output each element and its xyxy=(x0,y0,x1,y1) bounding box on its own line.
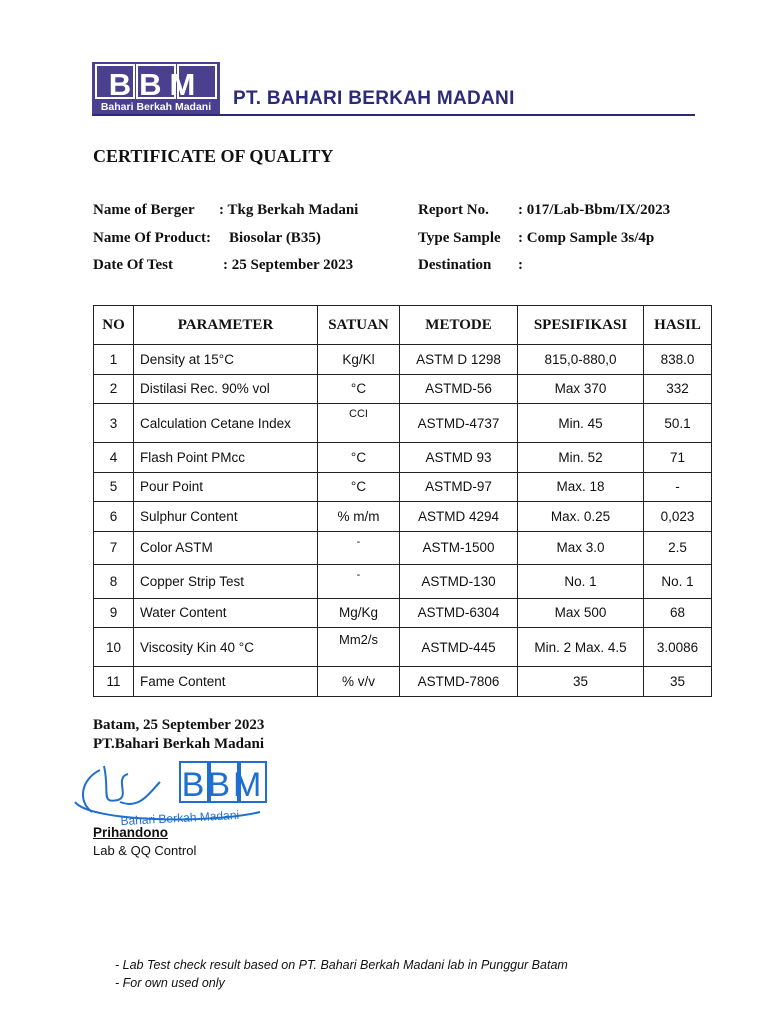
cell-spesifikasi: Max. 0.25 xyxy=(518,502,644,532)
cell-metode: ASTMD-130 xyxy=(400,565,518,599)
cell-satuan: Mm2/s xyxy=(318,628,400,667)
cell-no: 2 xyxy=(94,374,134,404)
report-label: Report No. xyxy=(418,202,489,218)
table-row xyxy=(94,565,712,599)
signer-role: Lab & QQ Control xyxy=(93,843,197,858)
place-date: Batam, 25 September 2023 xyxy=(93,717,265,733)
cell-parameter: Sulphur Content xyxy=(134,502,318,532)
cell-parameter: Density at 15°C xyxy=(134,345,318,375)
cell-hasil: 71 xyxy=(644,443,712,473)
cell-hasil: 332 xyxy=(644,374,712,404)
quality-table xyxy=(93,305,712,697)
destination-label: Destination xyxy=(418,257,492,273)
cell-metode: ASTMD-4737 xyxy=(400,404,518,443)
cell-spesifikasi: Min. 2 Max. 4.5 xyxy=(518,628,644,667)
cell-spesifikasi: No. 1 xyxy=(518,565,644,599)
document-title: CERTIFICATE OF QUALITY xyxy=(93,146,334,166)
cell-metode: ASTMD-56 xyxy=(400,374,518,404)
header-divider xyxy=(92,114,695,116)
cell-hasil: 68 xyxy=(644,598,712,628)
date-label: Date Of Test xyxy=(93,257,173,273)
cell-parameter: Pour Point xyxy=(134,472,318,502)
cell-parameter: Viscosity Kin 40 °C xyxy=(134,628,318,667)
cell-hasil: 50.1 xyxy=(644,404,712,443)
cell-hasil: 2.5 xyxy=(644,531,712,565)
cell-satuan: CCI xyxy=(318,404,400,443)
cell-parameter: Fame Content xyxy=(134,667,318,697)
type-sample-value: : Comp Sample 3s/4p xyxy=(518,230,655,246)
column-header-parameter: PARAMETER xyxy=(134,306,318,345)
cell-no: 5 xyxy=(94,472,134,502)
cell-parameter: Distilasi Rec. 90% vol xyxy=(134,374,318,404)
cell-spesifikasi: Min. 45 xyxy=(518,404,644,443)
cell-hasil: 0,023 xyxy=(644,502,712,532)
column-header-no: NO xyxy=(94,306,134,345)
cell-satuan: - xyxy=(318,565,400,599)
table-row xyxy=(94,374,712,404)
cell-spesifikasi: Max 500 xyxy=(518,598,644,628)
company-stamp xyxy=(70,752,270,832)
table-row xyxy=(94,598,712,628)
cell-spesifikasi: Max 370 xyxy=(518,374,644,404)
cell-parameter: Water Content xyxy=(134,598,318,628)
cell-metode: ASTMD-97 xyxy=(400,472,518,502)
cell-metode: ASTMD-6304 xyxy=(400,598,518,628)
cell-spesifikasi: Min. 52 xyxy=(518,443,644,473)
cell-satuan: % m/m xyxy=(318,502,400,532)
cell-spesifikasi: 815,0-880,0 xyxy=(518,345,644,375)
cell-hasil: 3.0086 xyxy=(644,628,712,667)
cell-metode: ASTMD 4294 xyxy=(400,502,518,532)
table-row xyxy=(94,404,712,443)
company-name: PT. BAHARI BERKAH MADANI xyxy=(233,88,515,109)
cell-hasil: - xyxy=(644,472,712,502)
cell-satuan: % v/v xyxy=(318,667,400,697)
berger-label: Name of Berger xyxy=(93,202,195,218)
table-row xyxy=(94,443,712,473)
cell-no: 7 xyxy=(94,531,134,565)
cell-hasil: No. 1 xyxy=(644,565,712,599)
cell-parameter: Calculation Cetane Index xyxy=(134,404,318,443)
column-header-spesifikasi: SPESIFIKASI xyxy=(518,306,644,345)
cell-hasil: 35 xyxy=(644,667,712,697)
cell-metode: ASTMD-7806 xyxy=(400,667,518,697)
table-row xyxy=(94,345,712,375)
signature-company: PT.Bahari Berkah Madani xyxy=(93,736,264,752)
cell-satuan: Kg/Kl xyxy=(318,345,400,375)
date-value: : 25 September 2023 xyxy=(223,257,354,273)
product-label: Name Of Product: xyxy=(93,230,212,246)
table-row xyxy=(94,472,712,502)
cell-parameter: Copper Strip Test xyxy=(134,565,318,599)
cell-metode: ASTMD 93 xyxy=(400,443,518,473)
footnote-own-use: - For own used only xyxy=(115,976,225,990)
cell-satuan: Mg/Kg xyxy=(318,598,400,628)
cell-no: 3 xyxy=(94,404,134,443)
cell-no: 10 xyxy=(94,628,134,667)
cell-satuan: °C xyxy=(318,472,400,502)
cell-satuan: - xyxy=(318,531,400,565)
cell-parameter: Color ASTM xyxy=(134,531,318,565)
berger-value: : Tkg Berkah Madani xyxy=(219,202,359,218)
table-row xyxy=(94,502,712,532)
product-value: Biosolar (B35) xyxy=(229,230,321,246)
stamp-subtitle: Bahari Berkah Madani xyxy=(120,807,240,829)
destination-value: : xyxy=(518,257,523,273)
footnote-lab-test: - Lab Test check result based on PT. Bahari Berkah Madani lab in Punggur Batam xyxy=(115,958,568,972)
cell-satuan: °C xyxy=(318,443,400,473)
cell-spesifikasi: 35 xyxy=(518,667,644,697)
cell-no: 6 xyxy=(94,502,134,532)
column-header-hasil: HASIL xyxy=(644,306,712,345)
cell-no: 8 xyxy=(94,565,134,599)
report-value: : 017/Lab-Bbm/IX/2023 xyxy=(518,202,671,218)
cell-parameter: Flash Point PMcc xyxy=(134,443,318,473)
cell-no: 4 xyxy=(94,443,134,473)
table-header-row xyxy=(94,306,712,345)
table-row xyxy=(94,628,712,667)
stamp-logo-text: BBM xyxy=(181,766,265,804)
cell-no: 1 xyxy=(94,345,134,375)
column-header-metode: METODE xyxy=(400,306,518,345)
cell-spesifikasi: Max. 18 xyxy=(518,472,644,502)
type-sample-label: Type Sample xyxy=(418,230,501,246)
cell-no: 11 xyxy=(94,667,134,697)
logo-subtitle: Bahari Berkah Madani xyxy=(100,101,212,113)
cell-hasil: 838.0 xyxy=(644,345,712,375)
cell-metode: ASTM D 1298 xyxy=(400,345,518,375)
cell-metode: ASTMD-445 xyxy=(400,628,518,667)
table-row xyxy=(94,531,712,565)
signer-name: Prihandono xyxy=(93,825,168,840)
cell-spesifikasi: Max 3.0 xyxy=(518,531,644,565)
cell-no: 9 xyxy=(94,598,134,628)
column-header-satuan: SATUAN xyxy=(318,306,400,345)
company-logo xyxy=(92,62,220,114)
table-row xyxy=(94,667,712,697)
logo-text: BBM xyxy=(108,67,204,102)
cell-metode: ASTM-1500 xyxy=(400,531,518,565)
cell-satuan: °C xyxy=(318,374,400,404)
